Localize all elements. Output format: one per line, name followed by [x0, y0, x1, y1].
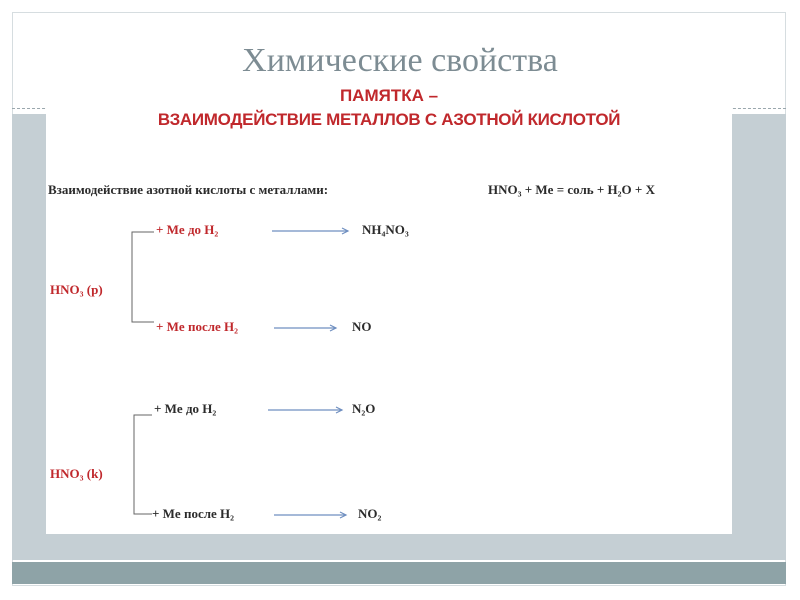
footer-bar [12, 562, 786, 584]
concentrated-product-after: NO₂ [358, 506, 382, 521]
memo-subheading: ВЗАИМОДЕЙСТВИЕ МЕТАЛЛОВ С АЗОТНОЙ КИСЛОТОЙ [157, 110, 621, 129]
concentrated-branch-after: + Me после H₂ [152, 506, 235, 521]
concentrated-product-before: N₂O [352, 401, 376, 416]
dilute-bracket [132, 232, 154, 322]
dilute-branch-before: + Me до H₂ [156, 222, 219, 237]
dilute-product-before: NH₄NO₃ [362, 222, 409, 237]
slide-title: Химические свойства [242, 42, 558, 79]
concentrated-reagent: HNO₃ (k) [50, 466, 103, 481]
concentrated-branch-before: + Me до H₂ [154, 401, 217, 416]
concentrated-bracket [134, 415, 152, 514]
memo-heading: ПАМЯТКА – [339, 86, 439, 105]
dilute-branch-after: + Me после H₂ [156, 319, 239, 334]
dilute-reagent: HNO₃ (р) [50, 282, 103, 297]
intro-text: Взаимодействие азотной кислоты с металлами: [48, 182, 329, 197]
memo-card [46, 86, 732, 534]
reaction-diagram [46, 86, 732, 534]
dilute-product-after: NO [352, 319, 372, 334]
general-equation: HNO₃ + Me = соль + H₂O + X [488, 182, 655, 197]
